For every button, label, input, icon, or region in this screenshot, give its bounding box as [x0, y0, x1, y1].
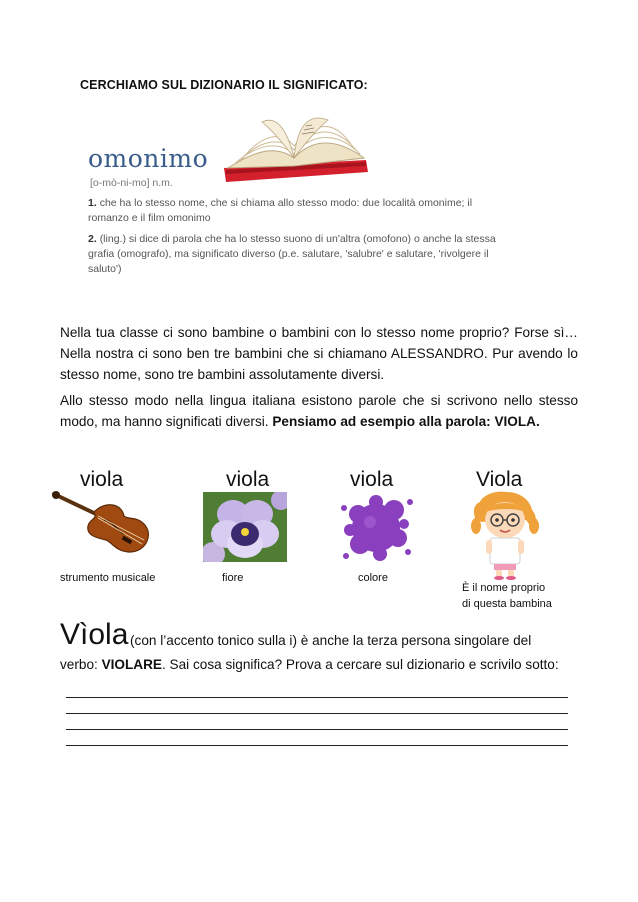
verb-bold: VIOLARE	[101, 657, 162, 672]
verb-suffix: . Sai cosa significa? Prova a cercare sul dizionario e scrivilo sotto:	[161, 657, 559, 672]
answer-line-1[interactable]	[66, 697, 568, 698]
violin-icon	[50, 490, 154, 558]
page-heading: CERCHIAMO SUL DIZIONARIO IL SIGNIFICATO:	[80, 78, 368, 92]
caption-instrument: strumento musicale	[60, 572, 156, 584]
example-word-name: Viola	[476, 468, 523, 491]
accent-note: (con l’accento tonico sulla i) è anche la terza persona singolare del	[130, 633, 532, 648]
paragraph-classmates: Nella tua classe ci sono bambine o bambini con lo stesso nome proprio? Forse sì… Nella nostra ci sono ben tre bambini che si chiamano ALESSANDRO. Pur avendo lo stesso nome, sono tre bambini assolutamente diversi.	[60, 325, 578, 382]
definition-1-text: che ha lo stesso nome, che si chiama allo stesso modo: due località omonime; il romanzo e il film omonimo	[88, 197, 473, 224]
verb-prefix: verbo:	[60, 657, 102, 672]
paragraph-homographs-bold: Pensiamo ad esempio alla parola: VIOLA.	[272, 414, 540, 429]
paragraph-homographs-text: Allo stesso modo nella lingua italiana esistono parole che si scrivono nello stesso modo, ma hanno significati diversi.	[60, 393, 578, 429]
example-word-flower: viola	[226, 468, 270, 491]
open-book-icon	[216, 110, 376, 195]
caption-flower: fiore	[222, 572, 244, 584]
example-word-color: viola	[350, 468, 394, 491]
pansy-flower-image	[203, 492, 287, 562]
viola-accent-word: Vìola	[60, 618, 129, 651]
definition-2	[88, 232, 513, 277]
caption-name-line2: di questa bambina	[462, 598, 552, 610]
definition-1-number: 1.	[88, 197, 97, 209]
pansy-flower-icon	[203, 492, 287, 562]
example-word-instrument: viola	[80, 468, 124, 491]
dictionary-headword: omonimo	[88, 144, 209, 173]
definition-2-text: (ling.) si dice di parola che ha lo stesso suono di un'altra (omofono) o anche la stessa grafia (omografo), ma significato diverso (p.e. salutare, 'salubre' e salutare, 'rivolgere il saluto')	[88, 233, 496, 275]
verb-instruction	[60, 657, 559, 672]
caption-name-line1: È il nome proprio	[462, 582, 546, 594]
dictionary-pronunciation: [o-mò-ni-mo] n.m.	[90, 177, 173, 189]
paragraph-homographs	[60, 390, 578, 432]
definition-1	[88, 196, 513, 226]
dictionary-entry	[88, 110, 518, 285]
girl-viola-icon	[470, 490, 540, 580]
answer-line-4[interactable]	[66, 745, 568, 746]
purple-splash-icon	[336, 488, 416, 568]
answer-line-2[interactable]	[66, 713, 568, 714]
definition-2-number: 2.	[88, 233, 97, 245]
answer-line-3[interactable]	[66, 729, 568, 730]
caption-color: colore	[358, 572, 388, 584]
